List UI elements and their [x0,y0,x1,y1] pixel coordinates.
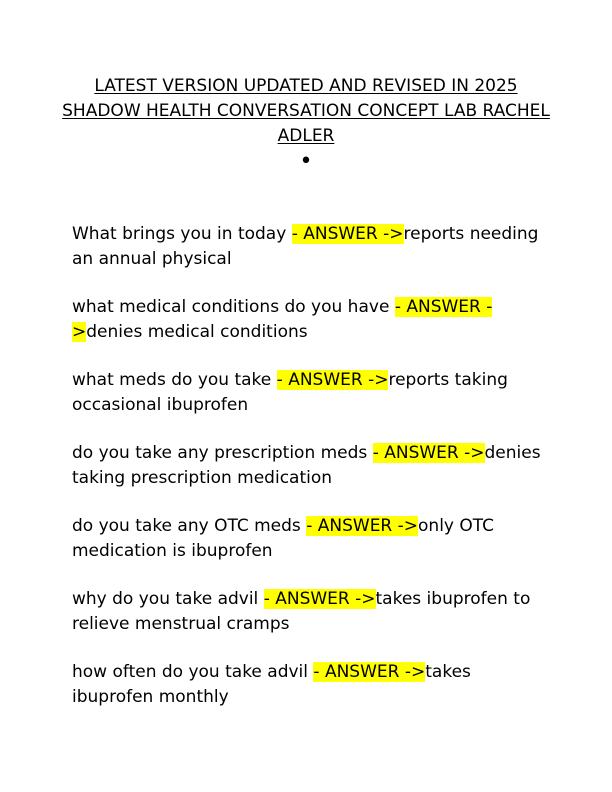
title-line-2: SHADOW HEALTH CONVERSATION CONCEPT LAB RACHEL [62,101,550,121]
answer-marker: - ANSWER -> [313,662,426,682]
answer-marker: - ANSWER -> [263,589,376,609]
answer-text: takes ibuprofen to relieve menstrual cramps [72,589,531,634]
answer-text: takes ibuprofen monthly [72,662,471,707]
answer-marker: - ANSWER -> [276,370,389,390]
question-text: what meds do you take [72,370,277,390]
qa-item [72,441,548,490]
bullet-mark: • [299,149,313,174]
question-text: how often do you take advil [72,662,314,682]
qa-item [72,295,548,344]
answer-marker: - ANSWER -> [306,516,419,536]
answer-text: reports taking occasional ibuprofen [72,370,508,415]
answer-marker: - ANSWER -> [72,297,493,342]
answer-text: reports needing an annual physical [72,224,539,269]
answer-text: denies medical conditions [86,321,308,342]
question-answer-list [72,222,548,733]
qa-item [72,660,548,709]
title-line-3: ADLER [277,126,335,146]
title-line-1: LATEST VERSION UPDATED AND REVISED IN 2025 [94,76,518,96]
document-title [60,74,552,173]
qa-item [72,368,548,417]
answer-text: denies taking prescription medication [72,443,541,488]
qa-item [72,514,548,563]
qa-item [72,222,548,271]
question-text: What brings you in today [72,224,292,244]
question-text: why do you take advil [72,589,264,609]
answer-marker: - ANSWER -> [372,443,485,463]
answer-marker: - ANSWER -> [291,224,404,244]
question-text: what medical conditions do you have [72,297,395,317]
qa-item [72,587,548,636]
answer-text: only OTC medication is ibuprofen [72,516,495,561]
question-text: do you take any prescription meds [72,443,373,463]
question-text: do you take any OTC meds [72,516,307,536]
